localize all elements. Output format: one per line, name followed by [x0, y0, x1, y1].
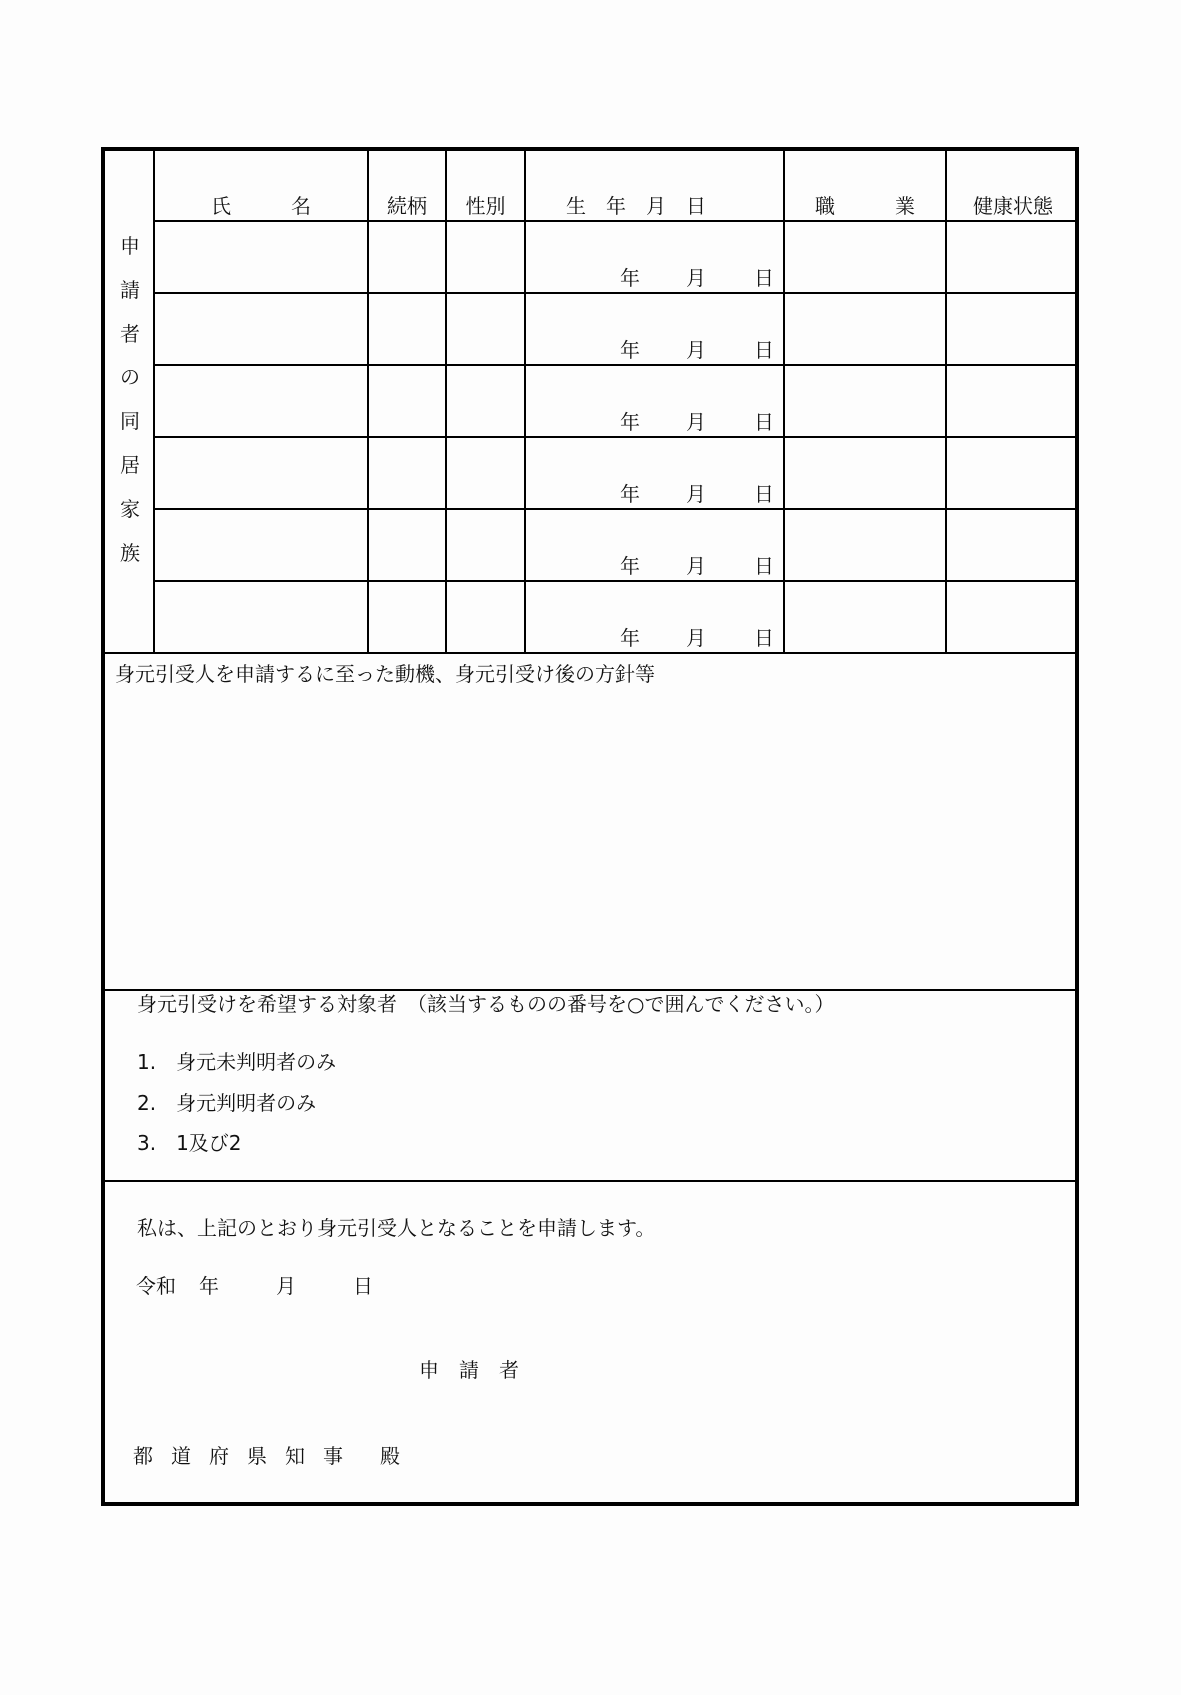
side-label-char: 同: [120, 409, 140, 433]
day-label: 日: [754, 482, 774, 506]
year-label: 年: [620, 338, 640, 362]
gender-input[interactable]: [447, 222, 524, 292]
health-input[interactable]: [947, 222, 1077, 292]
relationship-input[interactable]: [369, 510, 445, 580]
birthdate-input[interactable]: [526, 410, 783, 434]
relationship-input[interactable]: [369, 438, 445, 508]
health-input[interactable]: [947, 294, 1077, 364]
name-input[interactable]: [155, 366, 367, 436]
name-input[interactable]: [155, 438, 367, 508]
birthdate-input[interactable]: [526, 554, 783, 578]
date-month-label: 月: [276, 1274, 296, 1298]
side-label-char: 族: [120, 541, 140, 565]
day-label: 日: [754, 410, 774, 434]
motive-label: 身元引受人を申請するに至った動機、身元引受け後の方針等: [115, 662, 655, 686]
declaration-date-input[interactable]: [180, 1270, 380, 1300]
relationship-input[interactable]: [369, 582, 445, 652]
side-label-char: 請: [120, 278, 140, 302]
side-label-char: 居: [120, 453, 140, 477]
header-gender: 性別: [465, 194, 506, 218]
day-label: 日: [754, 266, 774, 290]
day-label: 日: [754, 554, 774, 578]
declaration-statement: 私は、上記のとおり身元引受人となることを申請します。: [137, 1216, 656, 1240]
target-label: 身元引受けを希望する対象者 （該当するものの番号を○で囲んでください。）: [137, 992, 835, 1016]
section-divider: [101, 1180, 1079, 1182]
health-input[interactable]: [947, 510, 1077, 580]
motive-input[interactable]: [105, 692, 1075, 987]
occupation-input[interactable]: [785, 366, 945, 436]
occupation-input[interactable]: [785, 294, 945, 364]
health-input[interactable]: [947, 366, 1077, 436]
section-divider: [101, 989, 1079, 991]
header-relationship: 続柄: [387, 194, 427, 218]
year-label: 年: [620, 554, 640, 578]
month-label: 月: [686, 482, 706, 506]
relationship-input[interactable]: [369, 222, 445, 292]
birthdate-input[interactable]: [526, 482, 783, 506]
relationship-input[interactable]: [369, 294, 445, 364]
month-label: 月: [686, 554, 706, 578]
name-input[interactable]: [155, 510, 367, 580]
side-label-char: の: [120, 365, 140, 389]
day-label: 日: [754, 338, 774, 362]
month-label: 月: [686, 266, 706, 290]
header-occupation: 職 業: [815, 194, 915, 218]
occupation-input[interactable]: [785, 582, 945, 652]
year-label: 年: [620, 482, 640, 506]
side-label-char: 者: [120, 322, 140, 346]
gender-input[interactable]: [447, 438, 524, 508]
day-label: 日: [754, 626, 774, 650]
header-name: 氏 名: [211, 194, 311, 218]
date-year-label: 年: [199, 1274, 219, 1298]
relationship-input[interactable]: [369, 366, 445, 436]
section-divider: [101, 652, 1079, 654]
birthdate-input[interactable]: [526, 626, 783, 650]
gender-input[interactable]: [447, 294, 524, 364]
year-label: 年: [620, 626, 640, 650]
gender-input[interactable]: [447, 582, 524, 652]
year-label: 年: [620, 266, 640, 290]
date-day-label: 日: [353, 1274, 373, 1298]
target-option-1[interactable]: 1. 身元未判明者のみ: [137, 1050, 337, 1074]
gender-input[interactable]: [447, 366, 524, 436]
occupation-input[interactable]: [785, 510, 945, 580]
side-label-char: 申: [120, 234, 140, 258]
year-label: 年: [620, 410, 640, 434]
month-label: 月: [686, 338, 706, 362]
name-input[interactable]: [155, 582, 367, 652]
target-option-3[interactable]: 3. 1及び2: [137, 1131, 242, 1155]
addressee: 都 道 府 県 知 事 殿: [133, 1444, 399, 1468]
month-label: 月: [686, 626, 706, 650]
health-input[interactable]: [947, 438, 1077, 508]
birthdate-input[interactable]: [526, 338, 783, 362]
header-birthdate: 生 年 月 日: [566, 194, 706, 218]
applicant-label: 申 請 者: [419, 1358, 519, 1382]
occupation-input[interactable]: [785, 222, 945, 292]
occupation-input[interactable]: [785, 438, 945, 508]
birthdate-input[interactable]: [526, 266, 783, 290]
era-label: 令和: [136, 1274, 176, 1298]
name-input[interactable]: [155, 294, 367, 364]
applicant-signature-input[interactable]: [520, 1350, 1060, 1390]
target-option-2[interactable]: 2. 身元判明者のみ: [137, 1091, 317, 1115]
health-input[interactable]: [947, 582, 1077, 652]
month-label: 月: [686, 410, 706, 434]
header-health: 健康状態: [973, 194, 1053, 218]
name-input[interactable]: [155, 222, 367, 292]
gender-input[interactable]: [447, 510, 524, 580]
side-label-char: 家: [120, 497, 140, 521]
